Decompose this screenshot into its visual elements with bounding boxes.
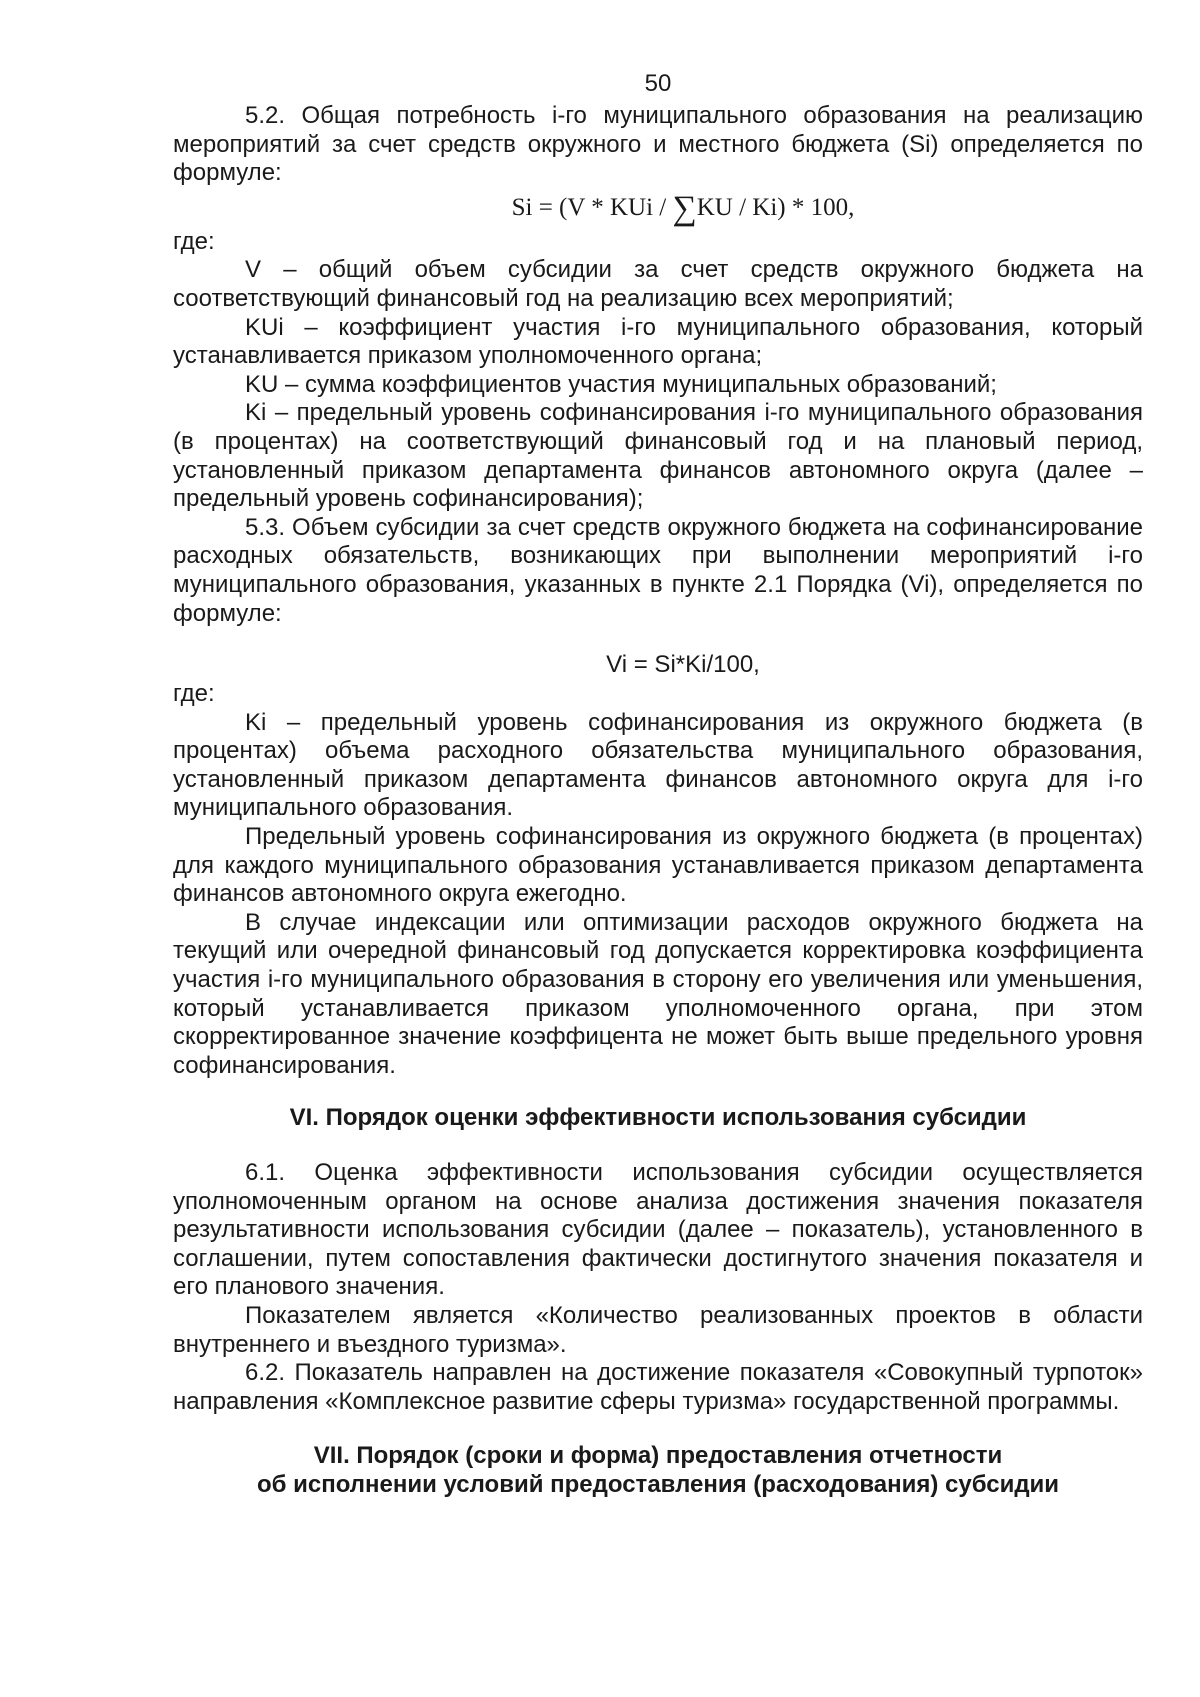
- section-6-heading: VI. Порядок оценки эффективности использования субсидии: [289, 1104, 1027, 1132]
- definition-ki-2: Ki – предельный уровень софинансирования из окружного бюджета (в процентах) объема расходного обязательства муниципального образования, установленный приказом департамента финансов автономного округа для i-го муниципального образования.: [173, 708, 1143, 822]
- section-7-heading-line2: об исполнении условий предоставления (расходования) субсидии: [256, 1470, 1060, 1498]
- definition-ki: Ki – предельный уровень софинансирования i-го муниципального образования (в процентах) на соответствующий финансовый год и на плановый период, установленный приказом департамента финансов автономного округа (далее – предельный уровень софинансирования);: [173, 399, 1143, 513]
- formula-si: [173, 188, 1143, 228]
- document-page: [173, 68, 1143, 1500]
- sum-symbol: ∑: [672, 189, 697, 227]
- paragraph-6-1: 6.1. Оценка эффективности использования субсидии осуществляется уполномоченным органом на основе анализа достижения значения показателя результативности использования субсидии (далее – показатель), установленного в соглашении, путем сопоставления фактически достигнутого значения показателя и его планового значения.: [173, 1159, 1143, 1301]
- paragraph-5-2: 5.2. Общая потребность i-го муниципального образования на реализацию мероприятий за счет средств окружного и местного бюджета (Si) определяется по формуле:: [173, 102, 1143, 187]
- section-7-heading-line1: VII. Порядок (сроки и форма) предоставления отчетности: [313, 1442, 1003, 1470]
- where-label: где:: [173, 227, 215, 255]
- definition-v: V – общий объем субсидии за счет средств окружного бюджета на соответствующий финансовый год на реализацию всех мероприятий;: [173, 256, 1143, 312]
- definition-ku: KU – сумма коэффициентов участия муниципальных образований;: [245, 370, 997, 398]
- paragraph-indicator: Показателем является «Количество реализованных проектов в области внутреннего и въездного туризма».: [173, 1301, 1143, 1358]
- formula-vi: Vi = Si*Ki/100,: [606, 651, 760, 679]
- formula-si-right: KU / Ki) * 100,: [696, 193, 855, 221]
- paragraph-indexation: В случае индексации или оптимизации расходов окружного бюджета на текущий или очередной финансовый год допускается корректировка коэффициента участия i-го муниципального образования в сторону его увеличения или уменьшения, который устанавливается приказом уполномоченного органа, при этом скорректированное значение коэффицента не может быть выше предельного уровня софинансирования.: [173, 908, 1143, 1079]
- paragraph-limit: Предельный уровень софинансирования из окружного бюджета (в процентах) для каждого муниципального образования устанавливается приказом департамента финансов автономного округа ежегодно.: [173, 823, 1143, 908]
- paragraph-6-2: 6.2. Показатель направлен на достижение показателя «Совокупный турпоток» направления «Комплексное развитие сферы туризма» государственной программы.: [173, 1359, 1143, 1415]
- paragraph-5-3: 5.3. Объем субсидии за счет средств окружного бюджета на софинансирование расходных обязательств, возникающих при выполнении мероприятий i-го муниципального образования, указанных в пункте 2.1 Порядка (Vi), определяется по формуле:: [173, 513, 1143, 627]
- formula-si-left: Si = (V * KUi /: [511, 193, 673, 221]
- where-label: где:: [173, 680, 215, 708]
- definition-kui: KUi – коэффициент участия i-го муниципального образования, который устанавливается приказом уполномоченного органа;: [173, 313, 1143, 370]
- page-number: 50: [644, 70, 672, 97]
